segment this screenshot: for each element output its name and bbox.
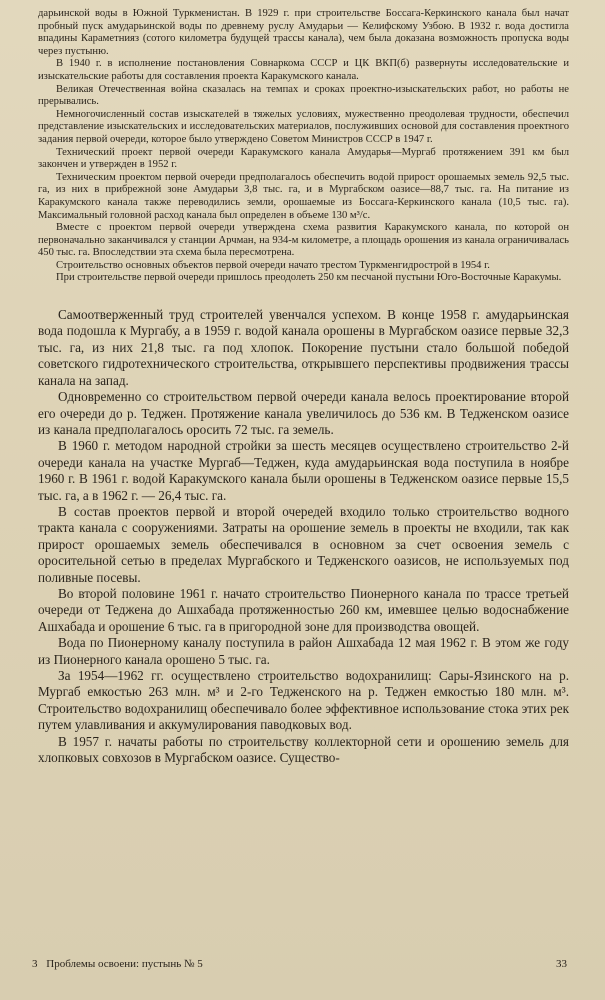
small-print-section: [38, 8, 569, 285]
paragraph-large-6: Вода по Пионерному каналу поступила в район Ашхабада 12 мая 1962 г. В этом же году из Пионерного канала орошено 5 тыс. га.: [38, 635, 569, 667]
paragraph-small-6: Техническим проектом первой очереди предполагалось обеспечить водой прирост орошаемых земель 92,5 тыс. га, из них в прибрежной зоне Амударьи 3,8 тыс. га, и в Мургабском оазисе—88,7 тыс. га. На питание из Каракумского канала также переводились земли, орошаемые из Боссага-Керкинского канала (10,5 тыс. га). Максимальный головной расход канала был определен в объеме 130 м³/с.: [38, 171, 569, 221]
paragraph-large-8: В 1957 г. начаты работы по строительству коллекторной сети и орошению земель для хлопковых совхозов в Мургабском оазисе. Существо-: [38, 733, 569, 766]
main-text-section: [38, 307, 569, 766]
paragraph-small-3: Великая Отечественная война сказалась на темпах и сроках проектно-изыскательских работ, но работы не прерывались.: [38, 83, 569, 108]
paragraph-large-5: Во второй половине 1961 г. начато строительство Пионерного канала по трассе третьей очереди от Теджена до Ашхабада протяженностью 260 км, имевшее целью водоснабжение Ашхабада и орошение 6 тыс. га в пригородной зоне для производства овощей.: [38, 585, 569, 634]
paragraph-small-2: В 1940 г. в исполнение постановления Совнаркома СССР и ЦК ВКП(б) развернуты исследовательские и изыскательские работы для составления проекта Каракумского канала.: [38, 58, 569, 82]
paragraph-large-7: За 1954—1962 гг. осуществлено строительство водохранилищ: Сары-Язинского на р. Мургаб емкостью 263 млн. м³ и 2-го Тедженского на р. Теджен емкостью 180 млн. м³. Строительство водохранилищ обеспечивало более эффективное использование стока этих рек путем улавливания и аккумулирования паводковых вод.: [38, 668, 569, 733]
paragraph-small-8: Строительство основных объектов первой очереди начато трестом Туркменгидрострой в 1954 г.: [56, 259, 490, 271]
paragraph-large-2: Одновременно со строительством первой очереди канала велось проектирование второй его очереди до р. Теджен. Протяжение канала увеличилось до 536 км. В Тедженском оазисе из канала предполагалось оросить 72 тыс. га земель.: [38, 389, 569, 437]
paragraph-small-1: дарьинской воды в Южной Туркменистан. В 1929 г. при строительстве Боссага-Керкинского канала был начат пробный пуск амударьинской воды по древнему руслу Амударьи — Келифскому Узбою. В 1932 г. вода достигла впадины Караметнияз (сотого километра будущей трассы канала), чем была доказана возможность пропуска воды через пустыню.: [38, 8, 569, 57]
paragraph-small-9: При строительстве первой очереди пришлось преодолеть 250 км песчаной пустыни Юго-Восточные Каракумы.: [56, 272, 562, 284]
paragraph-small-5: Технический проект первой очереди Каракумского канала Амударья—Мургаб протяжением 391 км был закончен и утвержден в 1952 г.: [38, 146, 569, 171]
footer-left: [32, 958, 209, 970]
paragraph-small-7: Вместе с проектом первой очереди утверждена схема развития Каракумского канала, по которой он первоначально заканчивался у станции Арчман, на 934-м километре, а площадь орошения из канала ограничивалась 450 тыс. га. Впоследствии эта схема была пересмотрена.: [38, 222, 569, 259]
journal-title: Проблемы освоени: пустынь № 5: [46, 958, 203, 970]
paragraph-large-3: В 1960 г. методом народной стройки за шесть месяцев осуществлено строительство 2-й очереди канала на участке Мургаб—Теджен, куда амударьинская вода поступила в ноябре 1960 г. В 1961 г. водой Каракумского канала были орошены в Тедженском оазисе первые 15,5 тыс. га, а в 1962 г. — 26,4 тыс. га.: [38, 438, 569, 503]
signature-mark: 3: [32, 958, 38, 970]
page-number: 33: [556, 958, 567, 970]
paragraph-large-4: В состав проектов первой и второй очередей входило только строительство водного тракта канала с сооружениями. Затраты на орошение земель в проекты не входили, так как прирост орошаемых земель обеспечивался в основном за счет освоения земель с оросительной сетью в пределах Мургабского и Тедженского оазисов, не используемых под поливные посевы.: [38, 503, 569, 585]
paragraph-large-1: Самоотверженный труд строителей увенчался успехом. В конце 1958 г. амударьинская вода подошла к Мургабу, а в 1959 г. водой канала орошены в Мургабском оазисе первые 32,3 тыс. га, из них 21,8 тыс. га под хлопок. Покорение пустыни стало большой победой советского гидротехнического строительства, открывшего перспективы продвижения трассы канала на запад.: [38, 307, 569, 388]
page-footer: [32, 958, 567, 970]
paragraph-small-4: Немногочисленный состав изыскателей в тяжелых условиях, мужественно преодолевая трудности, обеспечил представление изыскательских и исследовательских материалов, послуживших основой для составления проектного задания первой очереди, которое было утверждено Советом Министров СССР в 1947 г.: [38, 108, 569, 145]
